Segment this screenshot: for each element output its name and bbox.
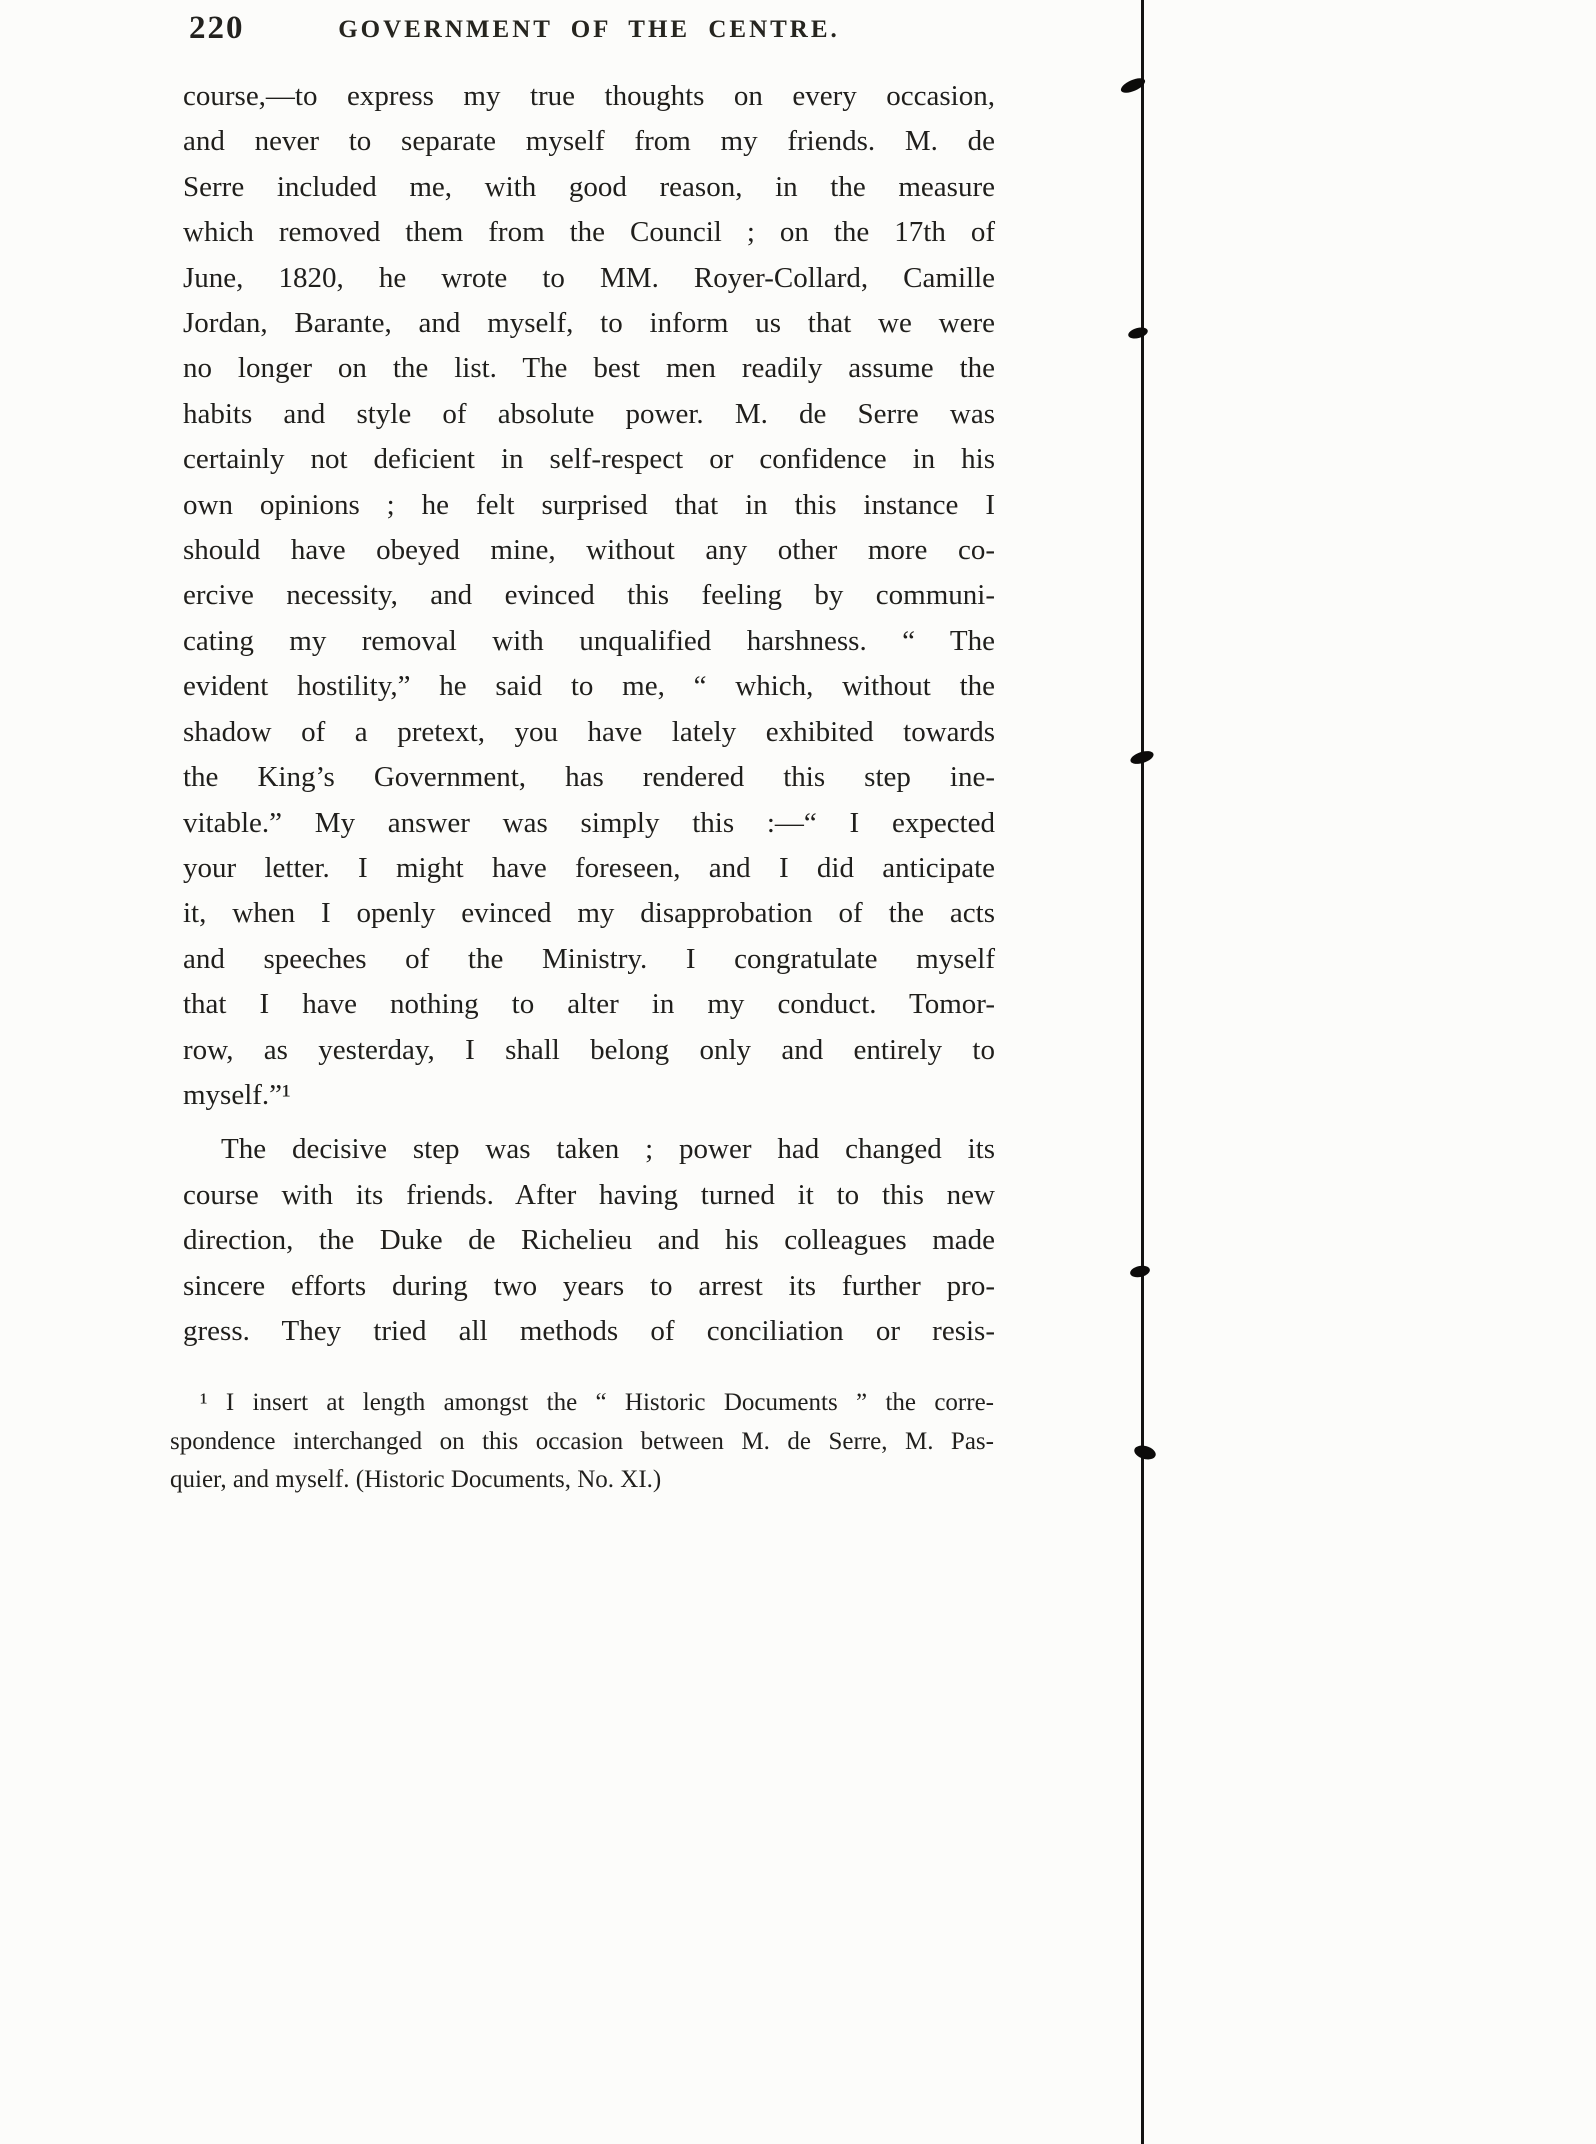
text-line: direction, the Duke de Richelieu and his colleagues made [183, 1224, 995, 1257]
text-line: shadow of a pretext, you have lately exhibited towards [183, 715, 995, 748]
text-line: quier, and myself. (Historic Documents, No. XI.) [170, 1466, 662, 1494]
text-line: course with its friends. After having turned it to this new [183, 1178, 995, 1211]
text-line: it, when I openly evinced my disapprobation of the acts [183, 897, 995, 930]
text-line: habits and style of absolute power. M. de Serre was [183, 397, 995, 430]
paragraph-2 [183, 1127, 995, 1354]
text-line: and speeches of the Ministry. I congratulate myself [183, 942, 995, 975]
text-line: The decisive step was taken ; power had changed its [221, 1133, 995, 1166]
running-title: GOVERNMENT OF THE CENTRE. [338, 16, 840, 43]
ink-blot [1127, 326, 1149, 341]
text-line: row, as yesterday, I shall belong only and entirely to [183, 1033, 995, 1066]
text-line: sincere efforts during two years to arrest its further pro- [183, 1269, 995, 1302]
text-line: myself.”¹ [183, 1078, 291, 1111]
binding-edge-line [1141, 0, 1144, 2144]
text-line: evident hostility,” he said to me, “ which, without the [183, 670, 995, 703]
text-line: course,—to express my true thoughts on every occasion, [183, 80, 995, 112]
text-line: gress. They tried all methods of conciliation or resis- [183, 1314, 995, 1347]
text-line: and never to separate myself from my friends. M. de [183, 125, 995, 158]
text-line: spondence interchanged on this occasion between M. de Serre, M. Pas- [170, 1427, 994, 1455]
text-line: own opinions ; he felt surprised that in this instance I [183, 488, 995, 521]
ink-blot [1129, 1264, 1151, 1279]
ink-blot [1133, 1443, 1158, 1462]
text-line: certainly not deficient in self-respect or confidence in his [183, 443, 995, 476]
paragraph-1 [183, 74, 995, 1118]
text-line: ercive necessity, and evinced this feeling by communi- [183, 579, 995, 612]
footnote [170, 1384, 994, 1500]
text-line: Serre included me, with good reason, in the measure [183, 170, 995, 203]
text-line: no longer on the list. The best men readily assume the [183, 352, 995, 385]
text-line: ¹ I insert at length amongst the “ Historic Documents ” the corre- [200, 1389, 994, 1416]
text-line: cating my removal with unqualified harshness. “ The [183, 624, 995, 657]
text-line: vitable.” My answer was simply this :—“ I expected [183, 806, 995, 839]
page-number: 220 [189, 10, 245, 46]
text-line: Jordan, Barante, and myself, to inform us that we were [183, 307, 995, 340]
body-text [183, 74, 995, 1354]
text-line: your letter. I might have foreseen, and I did anticipate [183, 851, 995, 884]
text-line: June, 1820, he wrote to MM. Royer-Collard, Camille [183, 261, 995, 294]
text-line: should have obeyed mine, without any other more co- [183, 534, 995, 567]
page-header [183, 8, 995, 52]
text-line: that I have nothing to alter in my conduct. Tomor- [183, 988, 995, 1021]
text-line: which removed them from the Council ; on the 17th of [183, 216, 995, 249]
text-line: the King’s Government, has rendered this step ine- [183, 761, 995, 794]
